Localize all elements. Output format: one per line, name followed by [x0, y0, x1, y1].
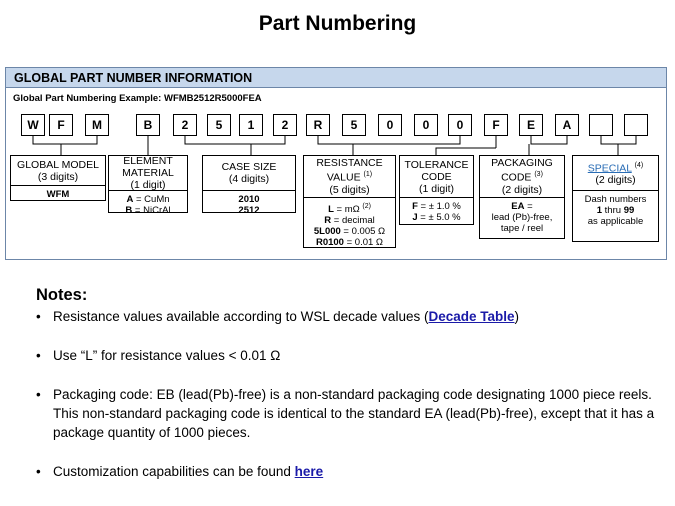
note-item	[36, 385, 656, 442]
char-box	[624, 114, 648, 136]
example-label: Global Part Numbering Example: WFMB2512R5000FEA	[13, 93, 262, 104]
bullet: •	[36, 464, 41, 479]
code-value: thru	[602, 205, 624, 216]
note-item	[36, 346, 656, 365]
code-value: lead (Pb)-free,	[491, 212, 553, 223]
box-subtitle: (3 digits)	[37, 170, 79, 183]
code-value: tape / reel	[500, 223, 544, 234]
element-material-box	[108, 155, 188, 216]
bullet: •	[36, 387, 41, 402]
special-box	[572, 155, 659, 242]
box-title: GLOBAL MODEL	[17, 158, 99, 171]
char-box: W	[21, 114, 45, 136]
char-box: 0	[378, 114, 402, 136]
box-subtitle: (2 digits)	[595, 174, 636, 187]
box-body	[573, 191, 658, 227]
char-box: 5	[207, 114, 231, 136]
bullet: •	[36, 309, 41, 324]
code-value: as applicable	[587, 216, 644, 227]
char-box: 1	[239, 114, 263, 136]
char-box: R	[306, 114, 330, 136]
code-value: = NiCrAl	[132, 205, 171, 216]
box-header	[203, 156, 295, 191]
box-title: TOLERANCE	[404, 158, 469, 171]
char-box: E	[519, 114, 543, 136]
note-text: Resistance values available according to WSL decade values (	[53, 309, 429, 324]
case-size-box	[202, 155, 296, 216]
box-value: WFM	[46, 189, 70, 200]
box-subtitle: (2 digits)	[501, 183, 543, 196]
box-header	[400, 156, 473, 198]
part-number-panel	[5, 67, 667, 260]
code-key: A	[126, 194, 134, 205]
footnote-ref: (1)	[363, 171, 373, 179]
char-box: 0	[414, 114, 438, 136]
code-value: = 0.005 Ω	[340, 226, 386, 238]
box-body	[480, 198, 564, 234]
char-box: 2	[273, 114, 297, 136]
tolerance-code-box	[399, 155, 474, 225]
note-text: Packaging code: EB (lead(Pb)-free) is a non-standard packaging code designating 1000 piece reels. This non-standard packaging code is identical to the standard EA (lead(Pb)-free), except that it has a package quantity of 1000 pieces.	[53, 387, 655, 440]
notes-heading: Notes:	[36, 286, 88, 304]
code-value: = mΩ	[333, 204, 360, 216]
char-box: F	[484, 114, 508, 136]
box-body	[11, 186, 105, 200]
box-header	[304, 156, 395, 198]
box-header	[480, 156, 564, 198]
special-link[interactable]: SPECIAL	[587, 162, 632, 175]
resistance-value-box	[303, 155, 396, 248]
footnote-ref: (2)	[362, 203, 371, 210]
code-key: B	[125, 205, 133, 216]
box-body	[304, 198, 395, 248]
code-value: = CuMn	[133, 194, 170, 205]
box-body	[400, 198, 473, 223]
code-key: J	[412, 212, 418, 223]
box-title: CODE	[501, 171, 532, 184]
note-text: Use “L” for resistance values < 0.01 Ω	[53, 348, 281, 363]
box-title: ELEMENT	[123, 155, 173, 167]
char-box: 0	[448, 114, 472, 136]
footnote-ref: (3)	[534, 171, 543, 179]
customization-link[interactable]: here	[294, 464, 324, 479]
note-text: )	[514, 309, 520, 324]
code-key: 5L000	[313, 226, 341, 238]
note-item	[36, 462, 656, 481]
box-title: CODE	[421, 170, 452, 183]
char-box: 5	[342, 114, 366, 136]
notes-list	[36, 307, 656, 481]
global-model-box	[10, 155, 106, 201]
code-value: = decimal	[331, 215, 375, 227]
char-box: F	[49, 114, 73, 136]
note-item	[36, 307, 656, 326]
panel-header-text: GLOBAL PART NUMBER INFORMATION	[14, 71, 253, 85]
code-key: EA	[511, 201, 525, 212]
box-subtitle: (1 digit)	[130, 179, 166, 191]
code-key: L	[328, 204, 334, 216]
char-box: A	[555, 114, 579, 136]
char-box	[589, 114, 613, 136]
code-value: =	[524, 201, 533, 212]
notes-section	[36, 286, 656, 481]
box-title: PACKAGING	[491, 157, 553, 170]
box-header	[11, 156, 105, 186]
code-value: Dash numbers	[584, 194, 647, 205]
box-body	[109, 191, 187, 216]
code-key: F	[412, 201, 418, 212]
box-subtitle: (5 digits)	[329, 183, 370, 196]
box-header	[573, 156, 658, 191]
code-value: = 0.01 Ω	[343, 237, 384, 249]
footnote-ref: (4)	[634, 161, 644, 169]
code-value: = ± 5.0 %	[417, 212, 461, 223]
code-key: R0100	[315, 237, 344, 249]
box-body	[203, 191, 295, 216]
note-text: Customization capabilities can be found	[53, 464, 295, 479]
box-title: VALUE	[326, 171, 361, 184]
bullet: •	[36, 348, 41, 363]
box-header	[109, 156, 187, 191]
box-title: CASE SIZE	[221, 161, 277, 173]
page-title: Part Numbering	[258, 12, 417, 35]
code-key: 1	[596, 205, 603, 216]
packaging-code-box	[479, 155, 565, 239]
char-box: 2	[173, 114, 197, 136]
box-subtitle: (1 digit)	[418, 182, 454, 195]
decade-table-link[interactable]: Decade Table	[428, 309, 515, 324]
char-box: M	[85, 114, 109, 136]
code-key: R	[324, 215, 332, 227]
code-value: = ± 1.0 %	[417, 201, 461, 212]
box-title: RESISTANCE	[316, 157, 383, 170]
box-value: 2010	[238, 194, 260, 205]
char-box: B	[136, 114, 160, 136]
box-value: 2512	[238, 205, 260, 216]
box-title: MATERIAL	[122, 167, 174, 179]
box-subtitle: (4 digits)	[228, 173, 270, 185]
code-key: 99	[623, 205, 635, 216]
